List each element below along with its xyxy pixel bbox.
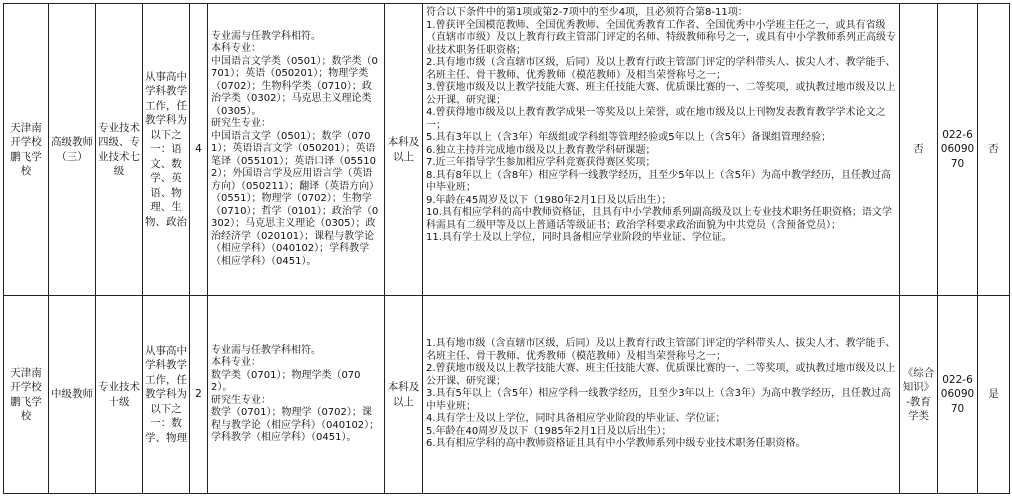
major-requirement-cell: 专业需与任教学科相符。 本科专业： 数学类（0701）；物理学类（0702）。 研究生专业： 数学（0701）；物理学（0702）；课程与教学论（相应学科）（040102）；学科教学（相应学科）（0451）。 [208, 296, 385, 494]
headcount-cell: 2 [190, 296, 208, 494]
recruitment-table [3, 3, 1010, 494]
post-grade-cell: 专业技术十级 [96, 296, 143, 494]
post-level-cell: 高级教师（三） [49, 4, 96, 296]
headcount-cell: 4 [190, 4, 208, 296]
phone-cell: 022-60609070 [938, 4, 978, 296]
post-description-cell: 从事高中学科教学工作，任教学科为以下之一：语文、数学、英语、物理、生物、政治 [143, 4, 190, 296]
conditions-cell: 1.具有地市级（含直辖市区级，后同）及以上教育行政主管部门评定的学科带头人、拔尖人才、教学能手、名班主任、骨干教师、优秀教师（模范教师）及相当荣誉称号之一； 2.曾获地市级及以上教学技能大赛、班主任技能大赛、优质课比赛的一、二等奖项，或执教过地市级及以上公开课、研究课； 3.具有5年以上（含5年）相应学科一线教学经历，且至少3年以上（含3年）为高中教学经历，且任教过高中毕业班； 4.具有学士及以上学位，同时具备相应学业阶段的毕业证、学位证； 5.年龄在40周岁及以下（1985年2月1日及以后出生）； 6.具有相应学科的高中教师资格证且具有中小学教师系列中级专业技术职务任职资格。 [423, 296, 900, 494]
post-description-cell: 从事高中学科教学工作，任教学科为以下之一：数学、物理 [143, 296, 190, 494]
exam-cell: 《综合知识》-教育学类 [900, 296, 938, 494]
phone-cell: 022-60609070 [938, 296, 978, 494]
conditions-cell: 符合以下条件中的第1项或第2-7项中的至少4项，且必须符合第8-11项： 1.曾获评全国模范教师、全国优秀教师、全国优秀教育工作者、全国优秀中小学班主任之一，或具有省级（直辖市市级）及以上教育行政主管部门评定的名师、特级教师称号之一，或具有中小学教师系列正高级专业技术职务任职资格； 2.具有地市级（含直辖市区级，后同）及以上教育行政主管部门评定的学科带头人、拔尖人才、教学能手、名班主任、骨干教师、优秀教师（模范教师）及相当荣誉称号之一； 3.曾获地市级及以上教学技能大赛、班主任技能大赛、优质课比赛的一、二等奖项，或执教过地市级及以上公开课、研究课； 4.曾获得地市级及以上教育教学成果一等奖及以上荣誉，或在地市级及以上刊物发表教育教学学术论文之一； 5.具有3年以上（含3年）年级组或学科组等管理经验或5年以上（含5年）备课组管理经验； 6.独立主持并完成地市级及以上教育教学科研课题； 7.近三年指导学生参加相应学科竞赛获得赛区奖项； 8.具有8年以上（含8年）相应学科一线教学经历，且至少5年以上（含5年）为高中教学经历，且任教过高中毕业班； 9.年龄在45周岁及以下（1980年2月1日及以后出生）； 10.具有相应学科的高中教师资格证，且具有中小学教师系列副高级及以上专业技术职务任职资格；语文学科需具有二级甲等及以上普通话等级证书；政治学科要求政治面貌为中共党员（含预备党员）； 11.具有学士及以上学位，同时具备相应学业阶段的毕业证、学位证。 [423, 4, 900, 296]
flag-cell: 是 [978, 296, 1010, 494]
education-cell: 本科及以上 [385, 296, 423, 494]
school-cell: 天津南开学校鹏飞学校 [4, 4, 49, 296]
post-level-cell: 中级教师 [49, 296, 96, 494]
post-grade-cell: 专业技术四级、专业技术七级 [96, 4, 143, 296]
school-cell: 天津南开学校鹏飞学校 [4, 296, 49, 494]
education-cell: 本科及以上 [385, 4, 423, 296]
table-row [4, 296, 1010, 494]
table-row [4, 4, 1010, 296]
major-requirement-cell: 专业需与任教学科相符。 本科专业： 中国语言文学类（0501）；数学类（0701）；英语（050201）；物理学类（0702）；生物科学类（0710）；政治学类（0302）；马克思主义理论类（0305）。 研究生专业： 中国语言文学（0501）；数学（0701）；英语语言文学（050201）；英语笔译（055101）；英语口译（055102）；外国语言学及应用语言学（英语方向）（050211）；翻译（英语方向）（0551）；物理学（0702）；生物学（0710）；哲学（0101）；政治学（0302）；马克思主义理论（0305）；政治经济学（020101）；课程与教学论（相应学科）（040102）；学科教学（相应学科）（0451）。 [208, 4, 385, 296]
flag-cell: 否 [978, 4, 1010, 296]
exam-cell: 否 [900, 4, 938, 296]
